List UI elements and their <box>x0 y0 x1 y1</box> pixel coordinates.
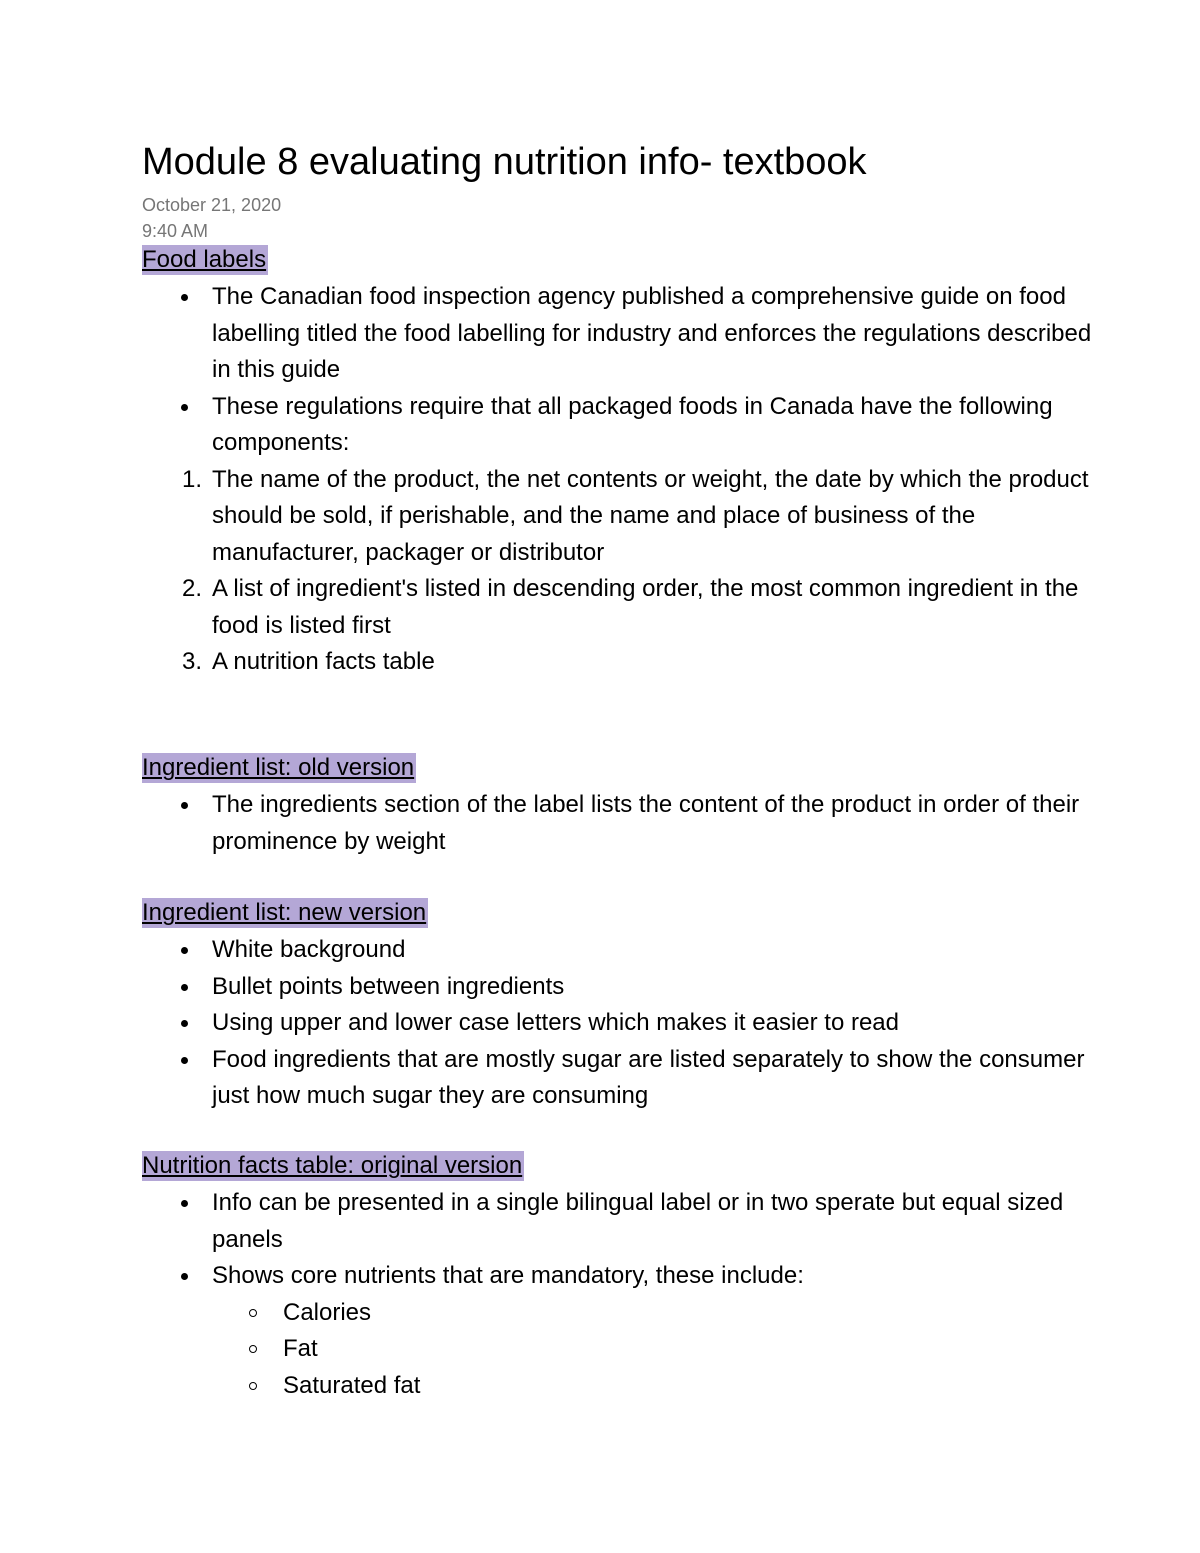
note-time: 9:40 AM <box>142 221 209 241</box>
list-item-text: White background <box>212 936 406 963</box>
list-item <box>142 787 1102 860</box>
bullet-icon <box>181 404 188 411</box>
list-item-text: The ingredients section of the label lists the content of the product in order of their prominence by weight <box>212 791 1080 855</box>
bullet-icon <box>181 294 188 301</box>
section-heading: Food labels <box>142 246 267 273</box>
sub-list-item-text: Calories <box>283 1298 372 1326</box>
list-item <box>142 1185 1102 1258</box>
list-item <box>142 279 1102 389</box>
section-food-labels <box>142 245 1102 681</box>
list-item-text: Shows core nutrients that are mandatory, these include: <box>212 1262 804 1289</box>
sub-list-item <box>142 1368 1102 1405</box>
numbered-item <box>142 571 1102 644</box>
list-item <box>142 1258 1102 1295</box>
list-item-text: The Canadian food inspection agency published a comprehensive guide on food labelling titled the food labelling for industry and enforces the regulations described in this guide <box>212 283 1092 383</box>
hollow-bullet-icon <box>249 1309 257 1317</box>
bullet-icon <box>181 947 188 954</box>
bullet-icon <box>181 802 188 809</box>
hollow-bullet-icon <box>249 1345 257 1353</box>
list-item <box>142 969 1102 1006</box>
list-item <box>142 932 1102 969</box>
list-item <box>142 1042 1102 1115</box>
bullet-list <box>142 787 1102 860</box>
numbered-item <box>142 644 1102 681</box>
list-item-text: Food ingredients that are mostly sugar are listed separately to show the consumer just how much sugar they are consuming <box>212 1045 1085 1109</box>
bullet-list <box>142 932 1102 1115</box>
note-date: October 21, 2020 <box>142 195 282 215</box>
bullet-icon <box>181 1057 188 1064</box>
section-heading: Ingredient list: old version <box>142 754 415 781</box>
list-item-text: Info can be presented in a single bilingual label or in two sperate but equal sized panels <box>212 1189 1064 1253</box>
sub-list-item <box>142 1331 1102 1368</box>
list-item <box>142 1005 1102 1042</box>
bullet-icon <box>181 1020 188 1027</box>
item-number: 2. <box>181 575 202 602</box>
list-item-text: Using upper and lower case letters which makes it easier to read <box>212 1009 899 1036</box>
section-heading: Nutrition facts table: original version <box>142 1152 523 1179</box>
hollow-bullet-icon <box>249 1382 257 1390</box>
sub-list-item <box>142 1295 1102 1332</box>
numbered-item-text: The name of the product, the net contents or weight, the date by which the product should be sold, if perishable, and the name and place of business of the manufacturer, packager or distributor <box>212 465 1089 566</box>
section-ingredient-old <box>142 753 1102 860</box>
numbered-item-text: A list of ingredient's listed in descending order, the most common ingredient in the food is listed first <box>212 575 1079 639</box>
bullet-icon <box>181 984 188 991</box>
list-item-text: These regulations require that all packaged foods in Canada have the following components: <box>212 392 1053 456</box>
bullet-icon <box>181 1200 188 1207</box>
bullet-list <box>142 1185 1102 1404</box>
page-title: Module 8 evaluating nutrition info- textbook <box>142 141 867 183</box>
numbered-item-text: A nutrition facts table <box>212 648 435 675</box>
bullet-list <box>142 279 1102 681</box>
item-number: 3. <box>181 648 202 675</box>
list-item-text: Bullet points between ingredients <box>212 972 565 1000</box>
numbered-item <box>142 462 1102 572</box>
sub-list-item-text: Fat <box>283 1335 318 1362</box>
section-nutrition-original <box>142 1151 1102 1404</box>
item-number: 1. <box>181 465 202 493</box>
section-ingredient-new <box>142 898 1102 1115</box>
sub-list-item-text: Saturated fat <box>283 1371 421 1399</box>
section-heading: Ingredient list: new version <box>142 899 427 926</box>
bullet-icon <box>181 1273 188 1280</box>
list-item <box>142 389 1102 462</box>
